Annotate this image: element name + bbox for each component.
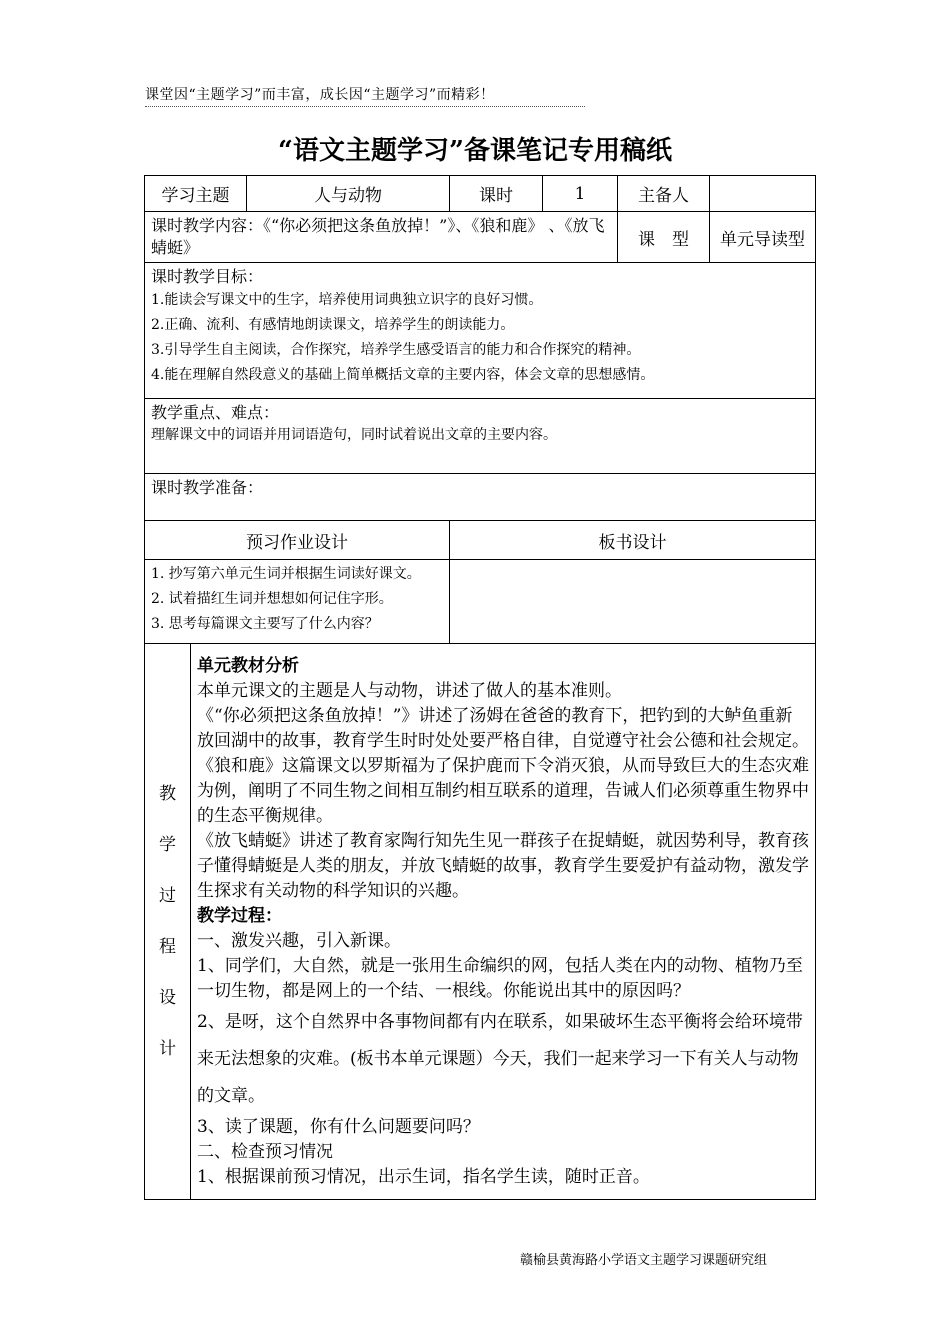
board-design-area bbox=[450, 560, 816, 644]
side-char: 教 bbox=[159, 783, 176, 804]
lesson-plan-table bbox=[144, 175, 816, 1200]
preview-design-label: 预习作业设计 bbox=[145, 521, 450, 560]
footer-credit: 赣榆县黄海路小学语文主题学习课题研究组 bbox=[520, 1253, 768, 1268]
goal-item: 2.正确、流利、有感情地朗读课文，培养学生的朗读能力。 bbox=[151, 317, 515, 333]
goals-label: 课时教学目标： bbox=[151, 267, 264, 286]
lesson-content: 课时教学内容：《“你必须把这条鱼放掉！”》、《狼和鹿》 、《放飞蜻蜓》 bbox=[145, 212, 618, 263]
preview-item: 1. 抄写第六单元生词并根据生词读好课文。 bbox=[151, 566, 421, 582]
period-value: 1 bbox=[543, 176, 618, 212]
lead-teacher-label: 主备人 bbox=[618, 176, 710, 212]
side-char: 过 bbox=[159, 885, 176, 906]
preview-item: 3. 思考每篇课文主要写了什么内容？ bbox=[151, 616, 379, 632]
side-char: 设 bbox=[159, 987, 176, 1008]
keypoints-text: 理解课文中的词语并用词语造句，同时试着说出文章的主要内容。 bbox=[151, 427, 557, 443]
analysis-paragraph: 《“你必须把这条鱼放掉！”》讲述了汤姆在爸爸的教育下，把钓到的大鲈鱼重新放回湖中的故事，教育学生时时处处要严格自律，自觉遵守社会公德和社会规定。 bbox=[197, 705, 809, 751]
lesson-type-value: 单元导读型 bbox=[710, 212, 816, 263]
goal-item: 1.能读会写课文中的生字，培养使用词典独立识字的良好习惯。 bbox=[151, 292, 543, 308]
process-title: 教学过程： bbox=[197, 905, 282, 926]
analysis-paragraph: 本单元课文的主题是人与动物，讲述了做人的基本准则。 bbox=[197, 680, 622, 701]
lesson-type-label: 课 型 bbox=[618, 212, 710, 263]
preparation-section bbox=[145, 474, 816, 521]
keypoints-label: 教学重点、难点： bbox=[151, 403, 280, 422]
preparation-label: 课时教学准备： bbox=[151, 478, 264, 497]
process-step: 3、读了课题，你有什么问题要问吗？ bbox=[197, 1116, 480, 1137]
process-step: 一、激发兴趣，引入新课。 bbox=[197, 930, 401, 951]
process-side-label bbox=[145, 644, 191, 1200]
side-char: 计 bbox=[159, 1038, 176, 1059]
process-step: 二、检查预习情况 bbox=[197, 1141, 333, 1162]
side-char: 程 bbox=[159, 936, 176, 957]
analysis-paragraph: 《狼和鹿》这篇课文以罗斯福为了保护鹿而下令消灭狼，从而导致巨大的生态灾难为例，阐明了不同生物之间相互制约相互联系的道理，告诫人们必须尊重生物界中的生态平衡规律。 bbox=[197, 755, 809, 826]
side-char: 学 bbox=[159, 834, 176, 855]
analysis-paragraph: 《放飞蜻蜓》讲述了教育家陶行知先生见一群孩子在捉蜻蜓，就因势利导，教育孩子懂得蜻蜓是人类的朋友，并放飞蜻蜓的故事，教育学生要爱护有益动物，激发学生探求有关动物的科学知识的兴趣。 bbox=[197, 830, 809, 901]
goals-section bbox=[145, 263, 816, 399]
preview-item: 2. 试着描红生词并想想如何记住字形。 bbox=[151, 591, 393, 607]
lead-teacher-value bbox=[710, 176, 816, 212]
period-label: 课时 bbox=[450, 176, 543, 212]
topic-value: 人与动物 bbox=[247, 176, 450, 212]
page-header: 课堂因“主题学习”而丰富，成长因“主题学习”而精彩！ bbox=[145, 84, 585, 107]
keypoints-section bbox=[145, 399, 816, 474]
preview-homework bbox=[145, 560, 450, 644]
goal-item: 4.能在理解自然段意义的基础上简单概括文章的主要内容，体会文章的思想感情。 bbox=[151, 367, 655, 383]
board-design-label: 板书设计 bbox=[450, 521, 816, 560]
process-step: 2、是呀，这个自然界中各事物间都有内在联系，如果破坏生态平衡将会给环境带来无法想象的灾难。(板书本单元课题）今天，我们一起来学习一下有关人与动物的文章。 bbox=[197, 1011, 803, 1106]
process-step: 1、根据课前预习情况，出示生词，指名学生读，随时正音。 bbox=[197, 1166, 650, 1187]
analysis-title: 单元教材分析 bbox=[197, 655, 299, 676]
topic-label: 学习主题 bbox=[145, 176, 247, 212]
goal-item: 3.引导学生自主阅读，合作探究，培养学生感受语言的能力和合作探究的精神。 bbox=[151, 342, 641, 358]
process-step: 1、同学们，大自然，就是一张用生命编织的网，包括人类在内的动物、植物乃至一切生物，都是网上的一个结、一根线。你能说出其中的原因吗？ bbox=[197, 955, 803, 1001]
page-title: “语文主题学习”备课笔记专用稿纸 bbox=[278, 136, 672, 166]
teaching-process bbox=[191, 644, 816, 1200]
